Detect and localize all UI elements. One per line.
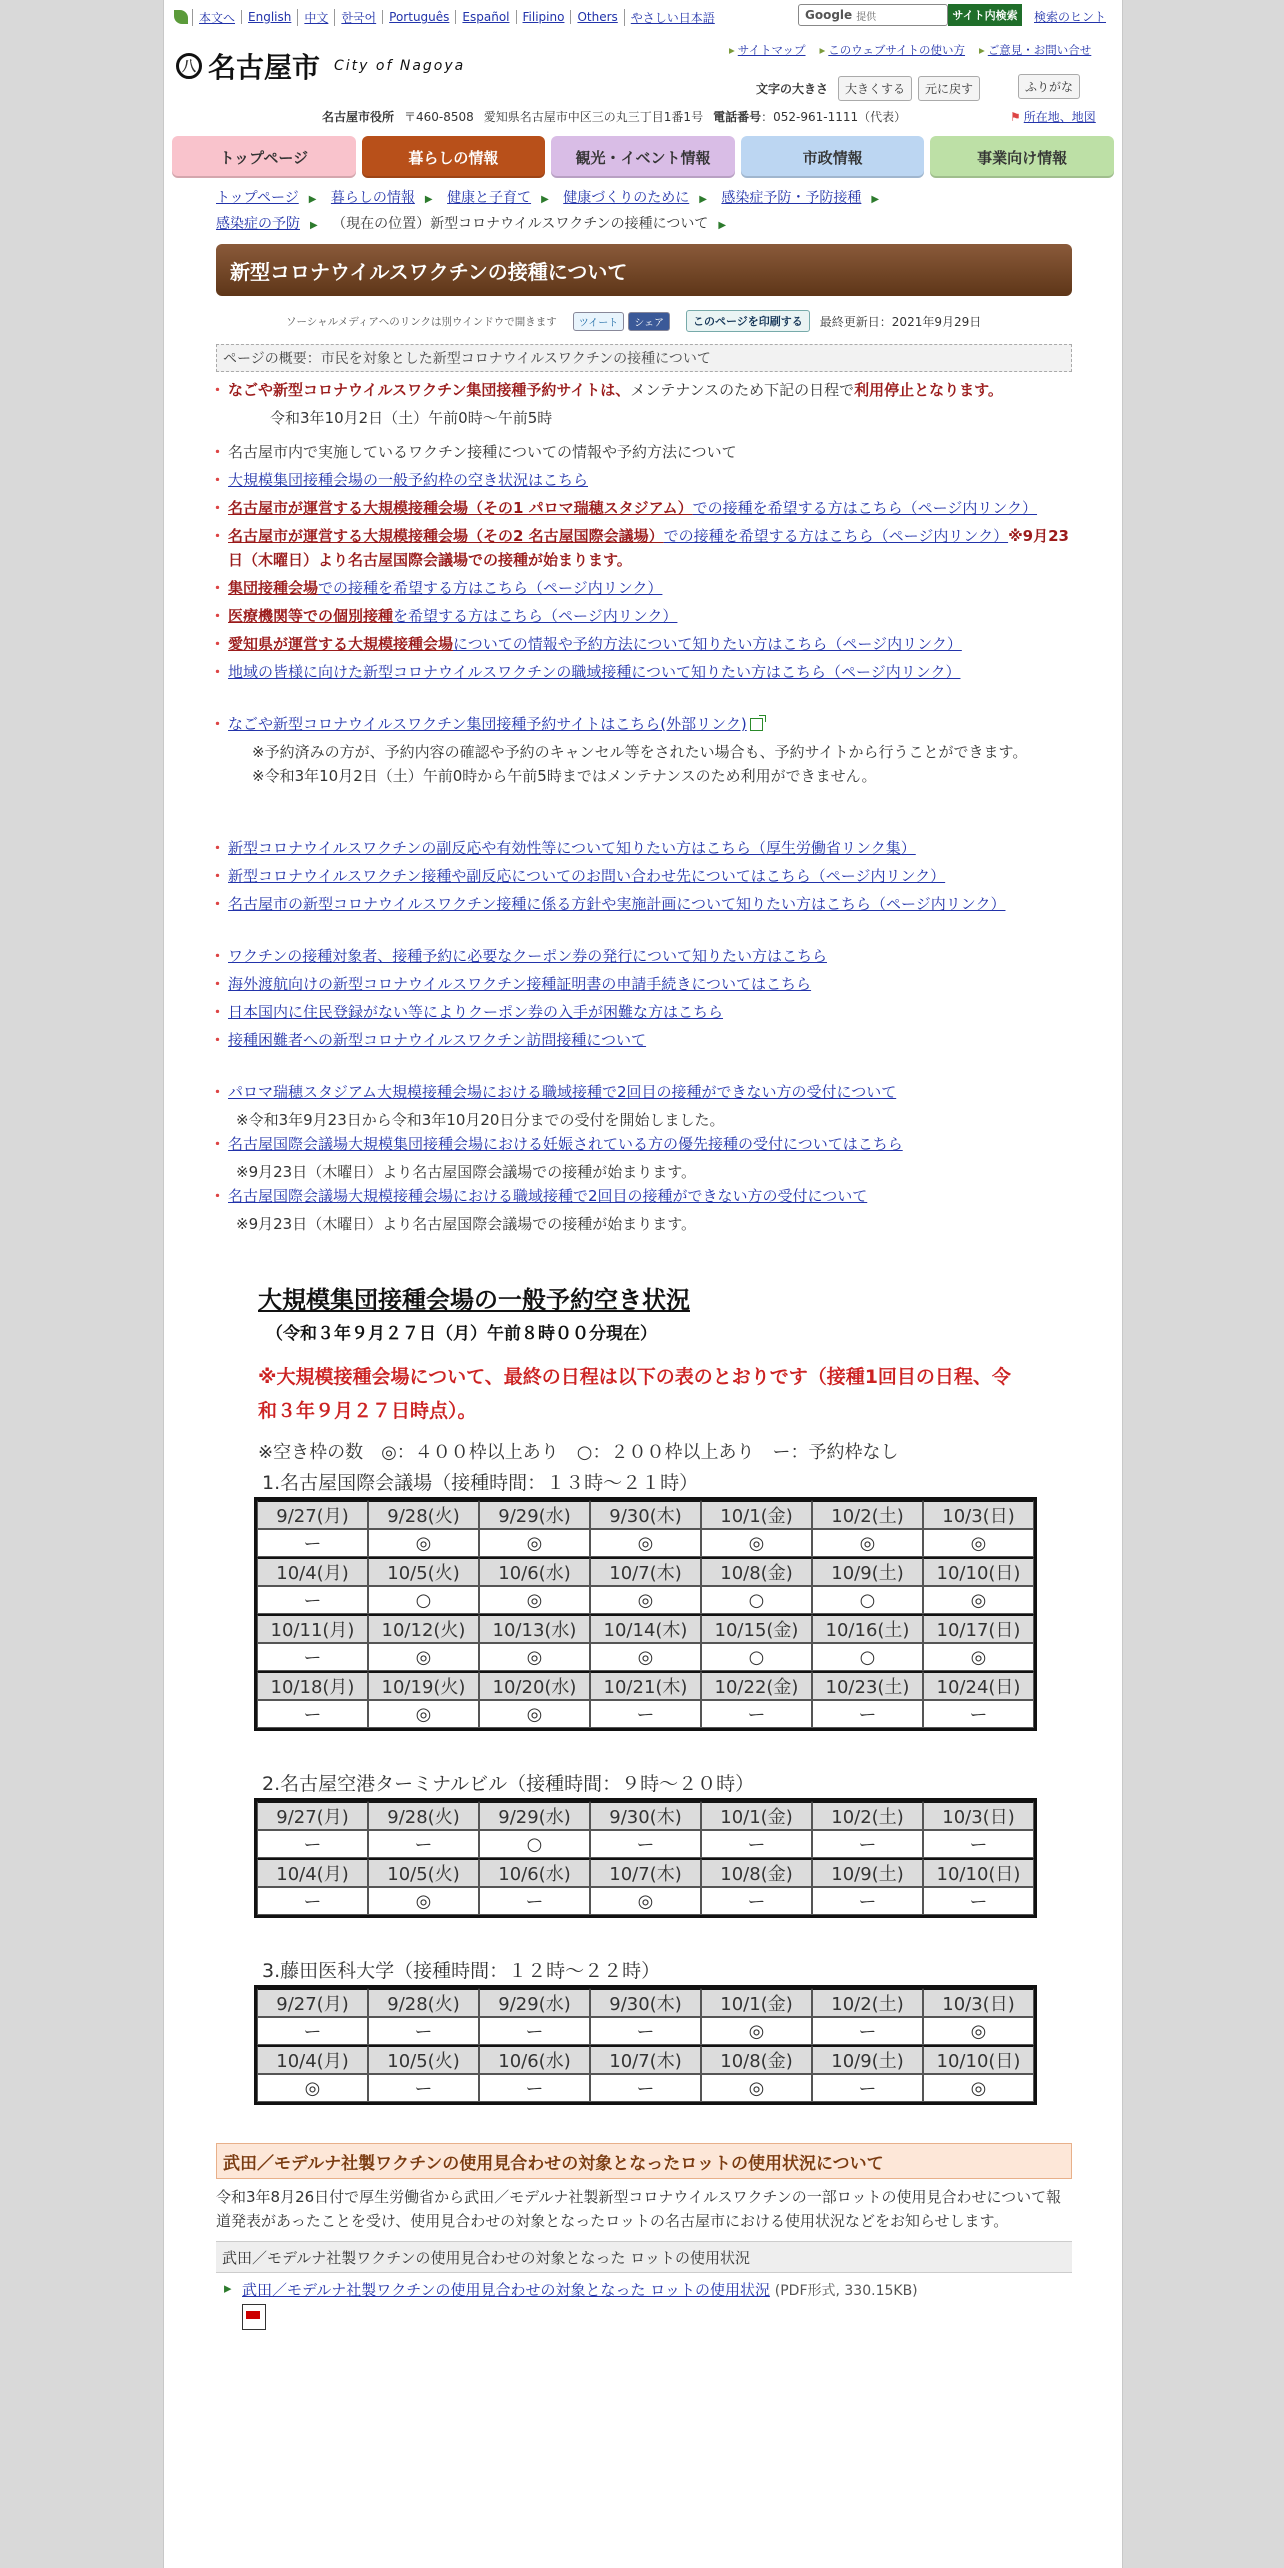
lot-pdf-item — [216, 2279, 1072, 2300]
date-cell: 10/5(火) — [368, 2045, 479, 2074]
availability-cell: ◎ — [479, 1586, 590, 1614]
availability-cell: ◎ — [701, 2074, 812, 2102]
availability-table — [254, 1497, 1037, 1731]
pdf-size-note: (PDF形式, 330.15KB) — [774, 2283, 918, 2299]
date-cell: 10/6(水) — [479, 1858, 590, 1887]
availability-cell: ◎ — [923, 2074, 1034, 2102]
site-logo[interactable] — [176, 46, 465, 86]
availability-cell: ○ — [368, 1586, 479, 1614]
list-item: ・ 名古屋市が運営する大規模接種会場（その2 名古屋国際会議場）での接種を希望する方はこちら（ページ内リンク）※9月23日（木曜日）より名古屋国際会議場での接種が始まります。 — [216, 524, 1072, 572]
lang-link-others[interactable]: Others — [570, 10, 623, 24]
availability-cell: ◎ — [368, 1643, 479, 1671]
availability-cell: ○ — [812, 1586, 923, 1614]
list-item: ・ 新型コロナウイルスワクチンの副反応や有効性等について知りたい方はこちら（厚生労働省リンク集） — [216, 836, 1072, 860]
date-cell: 10/6(水) — [479, 2045, 590, 2074]
social-row — [216, 308, 1072, 334]
font-reset-button[interactable]: 元に戻す — [918, 76, 980, 101]
date-cell: 10/15(金) — [701, 1614, 812, 1643]
date-cell: 10/21(木) — [590, 1671, 701, 1700]
site-note-2: ※令和3年10月2日（土）午前0時から午前5時まではメンテナンスのため利用ができません。 — [252, 767, 877, 785]
font-size-label: 文字の大きさ — [756, 82, 829, 96]
date-cell: 10/2(土) — [812, 1801, 923, 1830]
availability-cell: ー — [923, 1700, 1034, 1728]
date-cell: 10/4(月) — [257, 1858, 368, 1887]
date-cell: 10/1(金) — [701, 1801, 812, 1830]
availability-cell: ー — [368, 1830, 479, 1858]
availability-cell: ー — [257, 1643, 368, 1671]
availability-cell: ◎ — [923, 2017, 1034, 2045]
date-cell: 9/29(水) — [479, 1801, 590, 1830]
venue-tables — [216, 1468, 1072, 2105]
date-cell: 9/30(木) — [590, 1988, 701, 2017]
date-row — [257, 1988, 1034, 2017]
availability-cell: ー — [590, 2017, 701, 2045]
date-row — [257, 1858, 1034, 1887]
list-item — [216, 712, 1072, 736]
nav-city-government[interactable]: 市政情報 — [741, 136, 925, 178]
date-row — [257, 1671, 1034, 1700]
availability-cell: ー — [812, 1830, 923, 1858]
date-cell: 10/13(水) — [479, 1614, 590, 1643]
list-item: ・ 名古屋市内で実施しているワクチン接種についての情報や予約方法について — [216, 440, 1072, 464]
availability-link[interactable]: 大規模集団接種会場の一般予約枠の空き状況はこちら — [228, 471, 589, 489]
list-item: ・ 海外渡航向けの新型コロナウイルスワクチン接種証明書の申請手続きについてはこちら — [216, 972, 1072, 996]
availability-cell: ー — [257, 1529, 368, 1557]
date-cell: 9/28(火) — [368, 1500, 479, 1529]
lang-link-filipino[interactable]: Filipino — [516, 10, 571, 24]
availability-cell: ー — [368, 2017, 479, 2045]
paroma-link[interactable]: での接種を希望する方はこちら（ページ内リンク） — [692, 499, 1038, 517]
lang-link-portuguese[interactable]: Português — [382, 10, 455, 24]
pdf-icon[interactable] — [242, 2304, 266, 2330]
list-item: ・ 新型コロナウイルスワクチン接種や副反応についてのお問い合わせ先についてはこちら（ページ内リンク） — [216, 864, 1072, 888]
nav-living-info[interactable]: 暮らしの情報 — [362, 136, 546, 178]
aichi-venue-link[interactable]: についての情報や予約方法について知りたい方はこちら（ページ内リンク） — [453, 635, 962, 653]
availability-cell: ー — [812, 2017, 923, 2045]
date-cell: 10/16(土) — [812, 1614, 923, 1643]
date-cell: 9/27(月) — [257, 1500, 368, 1529]
list-item: ・ パロマ瑞穂スタジアム大規模接種会場における職域接種で2回目の接種ができない方の受付について — [216, 1080, 1072, 1104]
date-cell: 10/7(木) — [590, 1557, 701, 1586]
availability-cell: ー — [812, 1700, 923, 1728]
availability-cell: ー — [923, 1830, 1034, 1858]
date-row — [257, 1557, 1034, 1586]
tel-number: ：052-961-1111（代表） — [761, 110, 907, 124]
breadcrumb-item[interactable]: トップページ — [216, 190, 299, 206]
list-item — [216, 468, 1072, 492]
date-cell: 10/11(月) — [257, 1614, 368, 1643]
search-tips-link[interactable]: 検索のヒント — [1034, 10, 1107, 24]
tel-label: 電話番号 — [713, 110, 762, 124]
date-cell: 10/3(日) — [923, 1988, 1034, 2017]
date-cell: 10/23(土) — [812, 1671, 923, 1700]
date-cell: 10/3(日) — [923, 1500, 1034, 1529]
availability-cell: ◎ — [812, 1529, 923, 1557]
last-updated: 最終更新日：2021年9月29日 — [819, 314, 982, 329]
congress-center-link[interactable]: での接種を希望する方はこちら（ページ内リンク） — [663, 527, 1009, 545]
venue-heading: 3.藤田医科大学（接種時間：１２時～２２時） — [262, 1960, 661, 1982]
office-name: 名古屋市役所 — [322, 110, 395, 124]
external-link-icon — [750, 718, 763, 731]
availability-cell: ○ — [701, 1586, 812, 1614]
availability-cell: ◎ — [368, 1887, 479, 1915]
list-item: ・ 医療機関等での個別接種を希望する方はこちら（ページ内リンク） — [216, 604, 1072, 628]
date-cell: 10/22(金) — [701, 1671, 812, 1700]
date-cell: 9/27(月) — [257, 1988, 368, 2017]
date-cell: 10/17(日) — [923, 1614, 1034, 1643]
availability-cell: ◎ — [368, 1529, 479, 1557]
breadcrumb-item[interactable]: 暮らしの情報 — [330, 190, 415, 206]
list-item: ・ 名古屋国際会議場大規模集団接種会場における妊娠されている方の優先接種の受付についてはこちら — [216, 1132, 1072, 1156]
availability-row — [257, 2017, 1034, 2045]
reservation-site-link[interactable]: なごや新型コロナウイルスワクチン集団接種予約サイトはこちら(外部リンク) — [228, 715, 747, 733]
availability-legend: ※空き枠の数 ◎：４００枠以上あり ○：２００枠以上あり ー：予約枠なし — [258, 1442, 899, 1463]
availability-cell: ◎ — [590, 1586, 701, 1614]
availability-cell: ー — [257, 1586, 368, 1614]
global-nav — [172, 136, 1114, 178]
date-cell: 9/30(木) — [590, 1500, 701, 1529]
date-cell: 10/9(土) — [812, 2045, 923, 2074]
date-row — [257, 1500, 1034, 1529]
breadcrumb-item[interactable]: 感染症の予防 — [216, 216, 300, 232]
group-vaccination-link[interactable]: での接種を希望する方はこちら（ページ内リンク） — [318, 579, 663, 597]
list-note: ※令和3年9月23日から令和3年10月20日分までの受付を開始しました。 — [236, 1111, 725, 1129]
date-cell: 10/12(火) — [368, 1614, 479, 1643]
how-to-use-link[interactable]: ▸ このウェブサイトの使い方 — [820, 42, 966, 58]
list-item: ・ 名古屋市が運営する大規模接種会場（その1 パロマ瑞穂スタジアム）での接種を希望する方はこちら（ページ内リンク） — [216, 496, 1072, 520]
date-cell: 10/20(水) — [479, 1671, 590, 1700]
date-cell: 9/28(火) — [368, 1988, 479, 2017]
nav-tourism-events[interactable]: 観光・イベント情報 — [551, 136, 735, 178]
breadcrumb-current: （現在の位置）新型コロナウイルスワクチンの接種について — [332, 216, 709, 232]
site-note-1: ※予約済みの方が、予約内容の確認や予約のキャンセル等をされたい場合も、予約サイトから行うことができます。 — [252, 743, 1028, 761]
breadcrumb-item[interactable]: 健康と子育て — [447, 190, 532, 206]
google-logo: Google — [805, 8, 853, 22]
date-cell: 10/6(水) — [479, 1557, 590, 1586]
date-cell: 10/19(火) — [368, 1671, 479, 1700]
availability-cell: ー — [479, 2017, 590, 2045]
date-cell: 9/28(火) — [368, 1801, 479, 1830]
list-item: ・ 名古屋市の新型コロナウイルスワクチン接種に係る方針や実施計画について知りたい方はこちら（ページ内リンク） — [216, 892, 1072, 916]
language-bar — [174, 6, 721, 28]
breadcrumb-item[interactable]: 健康づくりのために — [563, 190, 690, 206]
availability-cell: ◎ — [923, 1586, 1034, 1614]
availability-cell: ○ — [812, 1643, 923, 1671]
nav-business[interactable]: 事業向け情報 — [930, 136, 1114, 178]
lot-subheading: 武田／モデルナ社製ワクチンの使用見合わせの対象となった ロットの使用状況 — [216, 2241, 1072, 2273]
date-cell: 9/29(水) — [479, 1988, 590, 2017]
date-cell: 10/10(日) — [923, 1557, 1034, 1586]
availability-cell: ◎ — [368, 1700, 479, 1728]
lot-section-body: 令和3年8月26日付で厚生労働省から武田／モデルナ社製新型コロナウイルスワクチンの一部ロットの使用見合わせについて報道発表があったことを受け、使用見合わせの対象となったロットの名古屋市における使用状況などをお知らせします。 — [216, 2188, 1062, 2230]
feedback-link[interactable]: ▸ ご意見・お問い合せ — [979, 42, 1091, 58]
date-cell: 10/2(土) — [812, 1500, 923, 1529]
main-content — [216, 378, 1072, 2330]
availability-cell: ◎ — [590, 1887, 701, 1915]
availability-cell: ◎ — [590, 1643, 701, 1671]
city-emblem-icon: 八 — [176, 53, 202, 79]
availability-timestamp: （令和３年９月２７日（月）午前８時００分現在） — [266, 1324, 657, 1344]
page-summary: ページの概要：市民を対象とした新型コロナウイルスワクチンの接種について — [216, 344, 1072, 372]
availability-cell: ー — [590, 1830, 701, 1858]
availability-cell: ー — [257, 1830, 368, 1858]
date-cell: 9/30(木) — [590, 1801, 701, 1830]
availability-cell: ◎ — [479, 1529, 590, 1557]
date-cell: 9/29(水) — [479, 1500, 590, 1529]
availability-table — [254, 1798, 1037, 1918]
logo-japanese: 名古屋市 — [208, 51, 321, 84]
date-row — [257, 2045, 1034, 2074]
availability-table — [254, 1985, 1037, 2105]
date-cell: 10/8(金) — [701, 1557, 812, 1586]
date-cell: 10/5(火) — [368, 1557, 479, 1586]
sitemap-link[interactable]: ▸ サイトマップ — [729, 42, 806, 58]
utility-links — [729, 42, 1091, 58]
date-cell: 10/4(月) — [257, 1557, 368, 1586]
availability-row — [257, 1830, 1034, 1858]
availability-cell: ー — [590, 2074, 701, 2102]
availability-row — [257, 1887, 1034, 1915]
individual-vaccination-link[interactable]: を希望する方はこちら（ページ内リンク） — [393, 607, 678, 625]
page-title: 新型コロナウイルスワクチンの接種について — [216, 244, 1072, 296]
list-item: ・ 日本国内に住民登録がない等によりクーポン券の入手が困難な方はこちら — [216, 1000, 1072, 1024]
lang-link-english[interactable]: English — [241, 10, 297, 24]
breadcrumb-item[interactable]: 感染症予防・予防接種 — [721, 190, 862, 206]
availability-cell: ◎ — [590, 1529, 701, 1557]
date-cell: 10/9(土) — [812, 1858, 923, 1887]
font-size-controls — [756, 76, 980, 101]
date-cell: 10/8(金) — [701, 2045, 812, 2074]
availability-cell: ◎ — [701, 1529, 812, 1557]
map-link[interactable]: ⚑ 所在地、地図 — [1010, 108, 1096, 125]
date-cell: 10/4(月) — [257, 2045, 368, 2074]
availability-cell: ○ — [701, 1643, 812, 1671]
workplace-vaccination-link[interactable]: 地域の皆様に向けた新型コロナウイルスワクチンの職域接種について知りたい方はこちら（ページ内リンク） — [228, 663, 961, 681]
date-cell: 10/1(金) — [701, 1988, 812, 2017]
page — [163, 0, 1123, 2568]
availability-cell: ー — [701, 1700, 812, 1728]
availability-cell: ◎ — [701, 2017, 812, 2045]
maintenance-date: 令和3年10月2日（土）午前0時～午前5時 — [270, 409, 553, 427]
nav-top-page[interactable]: トップページ — [172, 136, 356, 178]
list-note: ※9月23日（木曜日）より名古屋国際会議場での接種が始まります。 — [236, 1215, 697, 1233]
lang-link-korean[interactable]: 한국어 — [334, 9, 382, 26]
availability-cell: ◎ — [923, 1643, 1034, 1671]
date-cell: 10/14(木) — [590, 1614, 701, 1643]
date-cell: 10/9(土) — [812, 1557, 923, 1586]
city-hall-address — [322, 108, 906, 125]
date-cell: 10/5(火) — [368, 1858, 479, 1887]
availability-row — [257, 1586, 1034, 1614]
list-item: ・ ワクチンの接種対象者、接種予約に必要なクーポン券の発行について知りたい方はこちら — [216, 944, 1072, 968]
address-text: 愛知県名古屋市中区三の丸三丁目1番1号 — [483, 110, 704, 124]
list-note: ※9月23日（木曜日）より名古屋国際会議場での接種が始まります。 — [236, 1163, 697, 1181]
availability-cell: ー — [479, 1887, 590, 1915]
availability-row — [257, 1700, 1034, 1728]
availability-cell: ー — [257, 1700, 368, 1728]
lang-link-honbun[interactable]: 本文へ — [192, 9, 241, 26]
availability-cell: ー — [479, 2074, 590, 2102]
availability-cell: ○ — [479, 1830, 590, 1858]
lang-link-chinese[interactable]: 中文 — [297, 9, 334, 26]
list-item — [216, 660, 1072, 684]
list-item: ・ 集団接種会場での接種を希望する方はこちら（ページ内リンク） — [216, 576, 1072, 600]
date-row — [257, 1614, 1034, 1643]
lot-pdf-link[interactable]: 武田／モデルナ社製ワクチンの使用見合わせの対象となった ロットの使用状況 — [242, 2281, 770, 2299]
availability-cell: ー — [257, 1887, 368, 1915]
date-cell: 10/7(木) — [590, 1858, 701, 1887]
availability-cell: ー — [368, 2074, 479, 2102]
date-cell: 10/3(日) — [923, 1801, 1034, 1830]
list-item: ・ 接種困難者への新型コロナウイルスワクチン訪問接種について — [216, 1028, 1072, 1052]
print-button[interactable]: このページを印刷する — [686, 310, 810, 332]
date-cell: 10/18(月) — [257, 1671, 368, 1700]
availability-cell: ◎ — [257, 2074, 368, 2102]
availability-cell: ー — [701, 1830, 812, 1858]
availability-cell: ー — [257, 2017, 368, 2045]
venue-heading: 1.名古屋国際会議場（接種時間：１３時～２１時） — [262, 1472, 699, 1494]
zip-code: 〒460-8508 — [404, 110, 474, 124]
availability-cell: ◎ — [479, 1643, 590, 1671]
date-cell: 10/2(土) — [812, 1988, 923, 2017]
availability-cell: ◎ — [923, 1529, 1034, 1557]
site-search-button[interactable]: サイト内検索 — [948, 4, 1022, 26]
date-cell: 10/10(日) — [923, 2045, 1034, 2074]
availability-cell: ー — [812, 2074, 923, 2102]
date-row — [257, 1801, 1034, 1830]
lang-link-spanish[interactable]: Español — [455, 10, 515, 24]
site-search-input[interactable] — [798, 4, 948, 26]
date-cell: 10/24(日) — [923, 1671, 1034, 1700]
lang-link-easy-japanese[interactable]: やさしい日本語 — [624, 9, 721, 26]
availability-cell: ー — [590, 1700, 701, 1728]
list-item: ・ 名古屋国際会議場大規模接種会場における職域接種で2回目の接種ができない方の受付について — [216, 1184, 1072, 1208]
availability-title: 大規模集団接種会場の一般予約空き状況 — [258, 1286, 690, 1314]
list-item: ・ 愛知県が運営する大規模接種会場についての情報や予約方法について知りたい方はこちら（ページ内リンク） — [216, 632, 1072, 656]
date-cell: 10/1(金) — [701, 1500, 812, 1529]
availability-row — [257, 2074, 1034, 2102]
venue-heading: 2.名古屋空港ターミナルビル（接種時間：９時～２０時） — [262, 1773, 755, 1795]
maintenance-notice: ・ なごや新型コロナウイルスワクチン集団接種予約サイトは、メンテナンスのため下記の日程で利用停止となります。 — [216, 378, 1072, 402]
social-note: ソーシャルメディアへのリンクは別ウインドウで開きます — [286, 315, 557, 328]
facebook-share-button[interactable]: シェア — [628, 312, 670, 331]
date-cell: 10/10(日) — [923, 1858, 1034, 1887]
breadcrumb: トップページ ▶ 暮らしの情報 ▶ 健康と子育て ▶ 健康づくりのために ▶ 感染症予防・予防接種 ▶ 感染症の予防 ▶ （現在の位置）新型コロナウイルスワクチンの接種について ▶ — [216, 190, 880, 232]
search-provider-note: 提供 — [856, 11, 877, 23]
availability-cell: ー — [701, 1887, 812, 1915]
availability-warning: ※大規模接種会場について、最終の日程は以下の表のとおりです（接種1回目の日程、令和３年９月２７日時点）。 — [258, 1366, 1011, 1422]
leaf-icon — [174, 10, 188, 24]
date-cell: 10/8(金) — [701, 1858, 812, 1887]
date-cell: 9/27(月) — [257, 1801, 368, 1830]
furigana-button[interactable]: ふりがな — [1018, 74, 1080, 99]
availability-row — [257, 1643, 1034, 1671]
availability-row — [257, 1529, 1034, 1557]
availability-cell: ー — [923, 1887, 1034, 1915]
lot-section-heading: 武田／モデルナ社製ワクチンの使用見合わせの対象となったロットの使用状況について — [216, 2143, 1072, 2179]
date-cell: 10/7(木) — [590, 2045, 701, 2074]
font-bigger-button[interactable]: 大きくする — [838, 76, 912, 101]
logo-english: City of Nagoya — [334, 58, 466, 74]
availability-cell: ◎ — [479, 1700, 590, 1728]
tweet-button[interactable]: ツイート — [573, 312, 625, 331]
availability-cell: ー — [812, 1887, 923, 1915]
